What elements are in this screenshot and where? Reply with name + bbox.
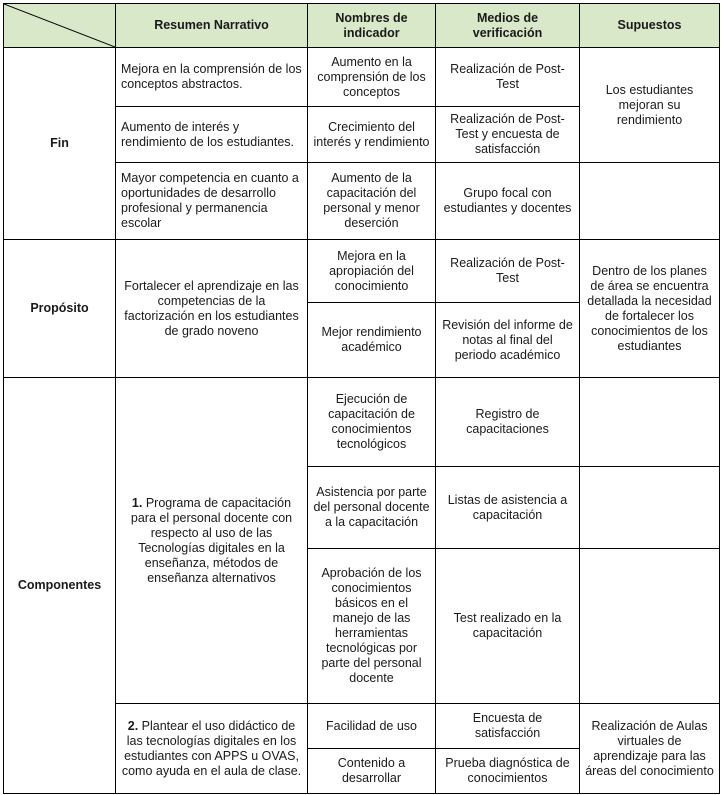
componente-2-medios-1: Encuesta de satisfacción xyxy=(436,704,580,749)
fin-indicador-1: Aumento en la comprensión de los conceptos xyxy=(308,48,436,107)
componentes-row-1 xyxy=(4,378,720,467)
fin-medios-3: Grupo focal con estudiantes y docentes xyxy=(436,163,580,240)
componente-2-number: 2. xyxy=(127,718,139,733)
proposito-supuesto: Dentro de los planes de área se encuentra detallada la necesidad de fortalecer los conocimientos de los estudiantes xyxy=(580,240,720,378)
proposito-medios-1: Realización de Post-Test xyxy=(436,240,580,303)
componente-1-medios-1: Registro de capacitaciones xyxy=(436,378,580,467)
section-label-proposito: Propósito xyxy=(4,240,116,378)
proposito-indicador-1: Mejora en la apropiación del conocimiento xyxy=(308,240,436,303)
logframe-table xyxy=(3,3,720,794)
fin-resumen-2: Aumento de interés y rendimiento de los estudiantes. xyxy=(116,107,308,163)
componente-2-resumen xyxy=(116,704,308,794)
fin-resumen-1: Mejora en la comprensión de los conceptos abstractos. xyxy=(116,48,308,107)
componente-supuesto-empty-1 xyxy=(580,378,720,467)
proposito-indicador-2: Mejor rendimiento académico xyxy=(308,303,436,378)
corner-cell xyxy=(4,4,116,48)
section-label-componentes: Componentes xyxy=(4,378,116,794)
componente-2-indicador-1: Facilidad de uso xyxy=(308,704,436,749)
componente-supuesto-empty-2 xyxy=(580,467,720,549)
componente-1-indicador-1: Ejecución de capacitación de conocimientos tecnológicos xyxy=(308,378,436,467)
componente-1-text: Programa de capacitación para el personal docente con respecto al uso de las Tecnologías digitales en la enseñanza, métodos de enseñanza alternativos xyxy=(130,495,293,585)
componente-2-indicador-2: Contenido a desarrollar xyxy=(308,749,436,794)
fin-indicador-2: Crecimiento del interés y rendimiento xyxy=(308,107,436,163)
componente-1-resumen xyxy=(116,378,308,704)
header-supuestos: Supuestos xyxy=(580,4,720,48)
fin-supuesto-empty xyxy=(580,163,720,240)
diagonal-line xyxy=(4,4,115,47)
proposito-row-1 xyxy=(4,240,720,303)
componente-1-number: 1. xyxy=(131,495,143,510)
componente-2-text: Plantear el uso didáctico de las tecnologías digitales en los estudiantes con APPS u OVAS, como ayuda en el aula de clase. xyxy=(121,718,302,778)
proposito-resumen: Fortalecer el aprendizaje en las competencias de la factorización en los estudiantes de grado noveno xyxy=(116,240,308,378)
fin-medios-2: Realización de Post-Test y encuesta de satisfacción xyxy=(436,107,580,163)
componente-1-indicador-2: Asistencia por parte del personal docente a la capacitación xyxy=(308,467,436,549)
header-resumen: Resumen Narrativo xyxy=(116,4,308,48)
fin-indicador-3: Aumento de la capacitación del personal y menor deserción xyxy=(308,163,436,240)
componente-2-medios-2: Prueba diagnóstica de conocimientos xyxy=(436,749,580,794)
logframe-table-wrapper xyxy=(3,3,720,794)
header-indicador: Nombres de indicador xyxy=(308,4,436,48)
header-medios: Medios de verificación xyxy=(436,4,580,48)
section-label-fin: Fin xyxy=(4,48,116,240)
fin-row-1 xyxy=(4,48,720,107)
fin-resumen-3: Mayor competencia en cuanto a oportunidades de desarrollo profesional y permanencia escolar xyxy=(116,163,308,240)
componente-1-medios-3: Test realizado en la capacitación xyxy=(436,549,580,704)
componente-1-medios-2: Listas de asistencia a capacitación xyxy=(436,467,580,549)
fin-medios-1: Realización de Post-Test xyxy=(436,48,580,107)
header-row xyxy=(4,4,720,48)
fin-supuesto: Los estudiantes mejoran su rendimiento xyxy=(580,48,720,163)
componente-supuesto-empty-3 xyxy=(580,549,720,704)
componente-2-supuesto: Realización de Aulas virtuales de aprendizaje para las áreas del conocimiento xyxy=(580,704,720,794)
componente-1-indicador-3: Aprobación de los conocimientos básicos en el manejo de las herramientas tecnológicas por parte del personal docente xyxy=(308,549,436,704)
proposito-medios-2: Revisión del informe de notas al final del periodo académico xyxy=(436,303,580,378)
